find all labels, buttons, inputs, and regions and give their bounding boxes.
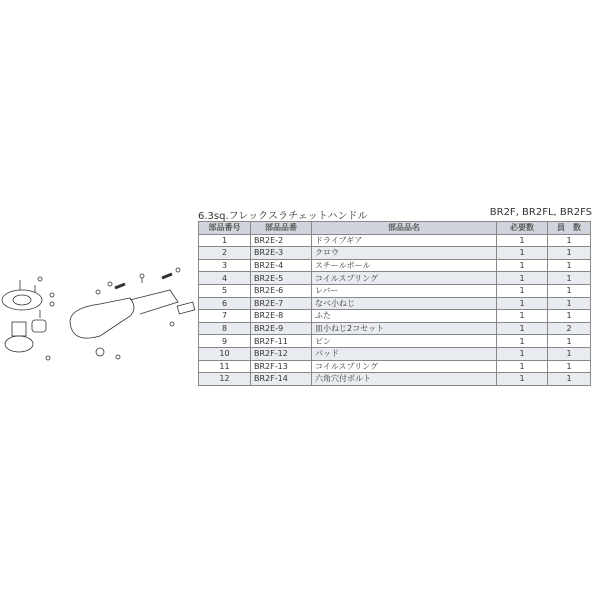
model-numbers: BR2F, BR2FL, BR2FS	[489, 207, 592, 218]
table-row	[199, 373, 591, 386]
table-row	[199, 259, 591, 272]
spring	[115, 284, 125, 288]
cell-part-code: BR2F-12	[251, 347, 312, 360]
cell-part-number: 10	[199, 347, 251, 360]
cell-required-qty: 1	[497, 284, 548, 297]
cell-quantity: 1	[548, 335, 591, 348]
cell-part-code: BR2E-9	[251, 322, 312, 335]
pad	[96, 348, 104, 356]
product-title: 6.3sq.フレックスラチェットハンドル	[198, 211, 368, 222]
cell-part-name: スチールボール	[312, 259, 497, 272]
cell-part-name: なべ小ねじ	[312, 297, 497, 310]
parts-table	[198, 221, 591, 386]
cell-required-qty: 1	[497, 272, 548, 285]
header-required-qty: 必要数	[497, 222, 548, 235]
table-header	[199, 222, 591, 235]
table-row	[199, 234, 591, 247]
cell-part-number: 12	[199, 373, 251, 386]
cell-part-number: 7	[199, 310, 251, 323]
header-part-name: 部品品名	[312, 222, 497, 235]
cell-required-qty: 1	[497, 373, 548, 386]
bolt	[177, 302, 195, 314]
cover-plate	[2, 290, 42, 310]
cell-part-number: 2	[199, 247, 251, 260]
claw	[32, 320, 46, 332]
cell-part-number: 6	[199, 297, 251, 310]
table-row	[199, 322, 591, 335]
header-part-code: 部品品番	[251, 222, 312, 235]
cell-part-code: BR2E-3	[251, 247, 312, 260]
table-row	[199, 347, 591, 360]
ratchet-head	[70, 298, 134, 338]
cell-part-number: 3	[199, 259, 251, 272]
table-row	[199, 335, 591, 348]
cell-quantity: 1	[548, 272, 591, 285]
table-row	[199, 310, 591, 323]
cell-part-code: BR2F-14	[251, 373, 312, 386]
cell-part-name: ピン	[312, 335, 497, 348]
cell-required-qty: 1	[497, 259, 548, 272]
cell-part-number: 5	[199, 284, 251, 297]
cell-part-code: BR2F-11	[251, 335, 312, 348]
cell-part-code: BR2E-6	[251, 284, 312, 297]
cell-part-number: 9	[199, 335, 251, 348]
cell-quantity: 1	[548, 297, 591, 310]
cell-quantity: 1	[548, 360, 591, 373]
exploded-parts-diagram	[0, 240, 200, 365]
header-part-number: 部品番号	[199, 222, 251, 235]
cell-part-code: BR2E-4	[251, 259, 312, 272]
cell-part-name: クロウ	[312, 247, 497, 260]
cell-part-name: ドライブギア	[312, 234, 497, 247]
drive-gear	[12, 322, 26, 336]
table-row	[199, 360, 591, 373]
cell-required-qty: 1	[497, 360, 548, 373]
cell-quantity: 1	[548, 259, 591, 272]
cell-part-number: 11	[199, 360, 251, 373]
cell-part-name: コイルスプリング	[312, 272, 497, 285]
cell-part-code: BR2F-13	[251, 360, 312, 373]
cell-required-qty: 1	[497, 347, 548, 360]
cell-part-number: 1	[199, 234, 251, 247]
cell-quantity: 1	[548, 310, 591, 323]
cell-part-name: コイルスプリング	[312, 360, 497, 373]
cell-part-code: BR2E-7	[251, 297, 312, 310]
cell-required-qty: 1	[497, 310, 548, 323]
cell-part-number: 8	[199, 322, 251, 335]
cell-part-name: 六角穴付ボルト	[312, 373, 497, 386]
cell-required-qty: 1	[497, 247, 548, 260]
cell-required-qty: 1	[497, 297, 548, 310]
cell-quantity: 1	[548, 234, 591, 247]
cell-quantity: 1	[548, 373, 591, 386]
cell-quantity: 2	[548, 322, 591, 335]
cell-required-qty: 1	[497, 335, 548, 348]
cell-part-code: BR2E-8	[251, 310, 312, 323]
table-row	[199, 247, 591, 260]
cell-part-code: BR2E-2	[251, 234, 312, 247]
cell-quantity: 1	[548, 347, 591, 360]
cell-part-name: 皿小ねじ2コセット	[312, 322, 497, 335]
cell-quantity: 1	[548, 284, 591, 297]
cell-part-number: 4	[199, 272, 251, 285]
cell-part-name: パッド	[312, 347, 497, 360]
header-quantity: 員 数	[548, 222, 591, 235]
cell-part-code: BR2E-5	[251, 272, 312, 285]
cell-required-qty: 1	[497, 322, 548, 335]
table-row	[199, 297, 591, 310]
table-row	[199, 284, 591, 297]
cell-quantity: 1	[548, 247, 591, 260]
cell-part-name: レバー	[312, 284, 497, 297]
cell-part-name: ふた	[312, 310, 497, 323]
table-row	[199, 272, 591, 285]
cell-required-qty: 1	[497, 234, 548, 247]
